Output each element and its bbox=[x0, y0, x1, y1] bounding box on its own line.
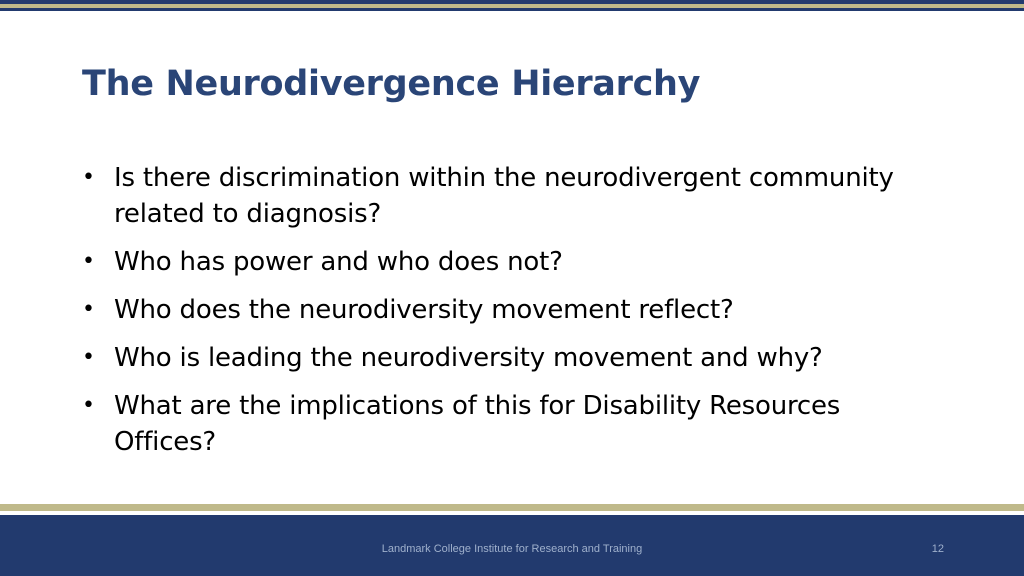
page-number: 12 bbox=[931, 543, 944, 555]
bullet-icon: • bbox=[82, 393, 95, 418]
slide-title: The Neurodivergence Hierarchy bbox=[82, 64, 701, 104]
bullet-text: Who does the neurodiversity movement reflect? bbox=[114, 295, 734, 325]
bullet-item bbox=[82, 340, 922, 376]
footer-bar bbox=[0, 515, 1024, 576]
bullet-icon: • bbox=[82, 249, 95, 274]
bullet-text: What are the implications of this for Disability Resources Offices? bbox=[114, 391, 841, 457]
bullet-list bbox=[82, 160, 922, 472]
bottom-border-gold bbox=[0, 504, 1024, 511]
bullet-icon: • bbox=[82, 345, 95, 370]
bullet-item bbox=[82, 292, 922, 328]
bullet-text: Who has power and who does not? bbox=[114, 247, 563, 277]
bullet-text: Is there discrimination within the neurodivergent community related to diagnosis? bbox=[114, 163, 894, 229]
bullet-item bbox=[82, 244, 922, 280]
top-border-navy-lower bbox=[0, 8, 1024, 11]
bullet-icon: • bbox=[82, 297, 95, 322]
bullet-item bbox=[82, 388, 922, 460]
footer-text: Landmark College Institute for Research and Training bbox=[381, 543, 643, 555]
bullet-item bbox=[82, 160, 922, 232]
bullet-icon: • bbox=[82, 165, 95, 190]
bullet-text: Who is leading the neurodiversity movement and why? bbox=[114, 343, 823, 373]
